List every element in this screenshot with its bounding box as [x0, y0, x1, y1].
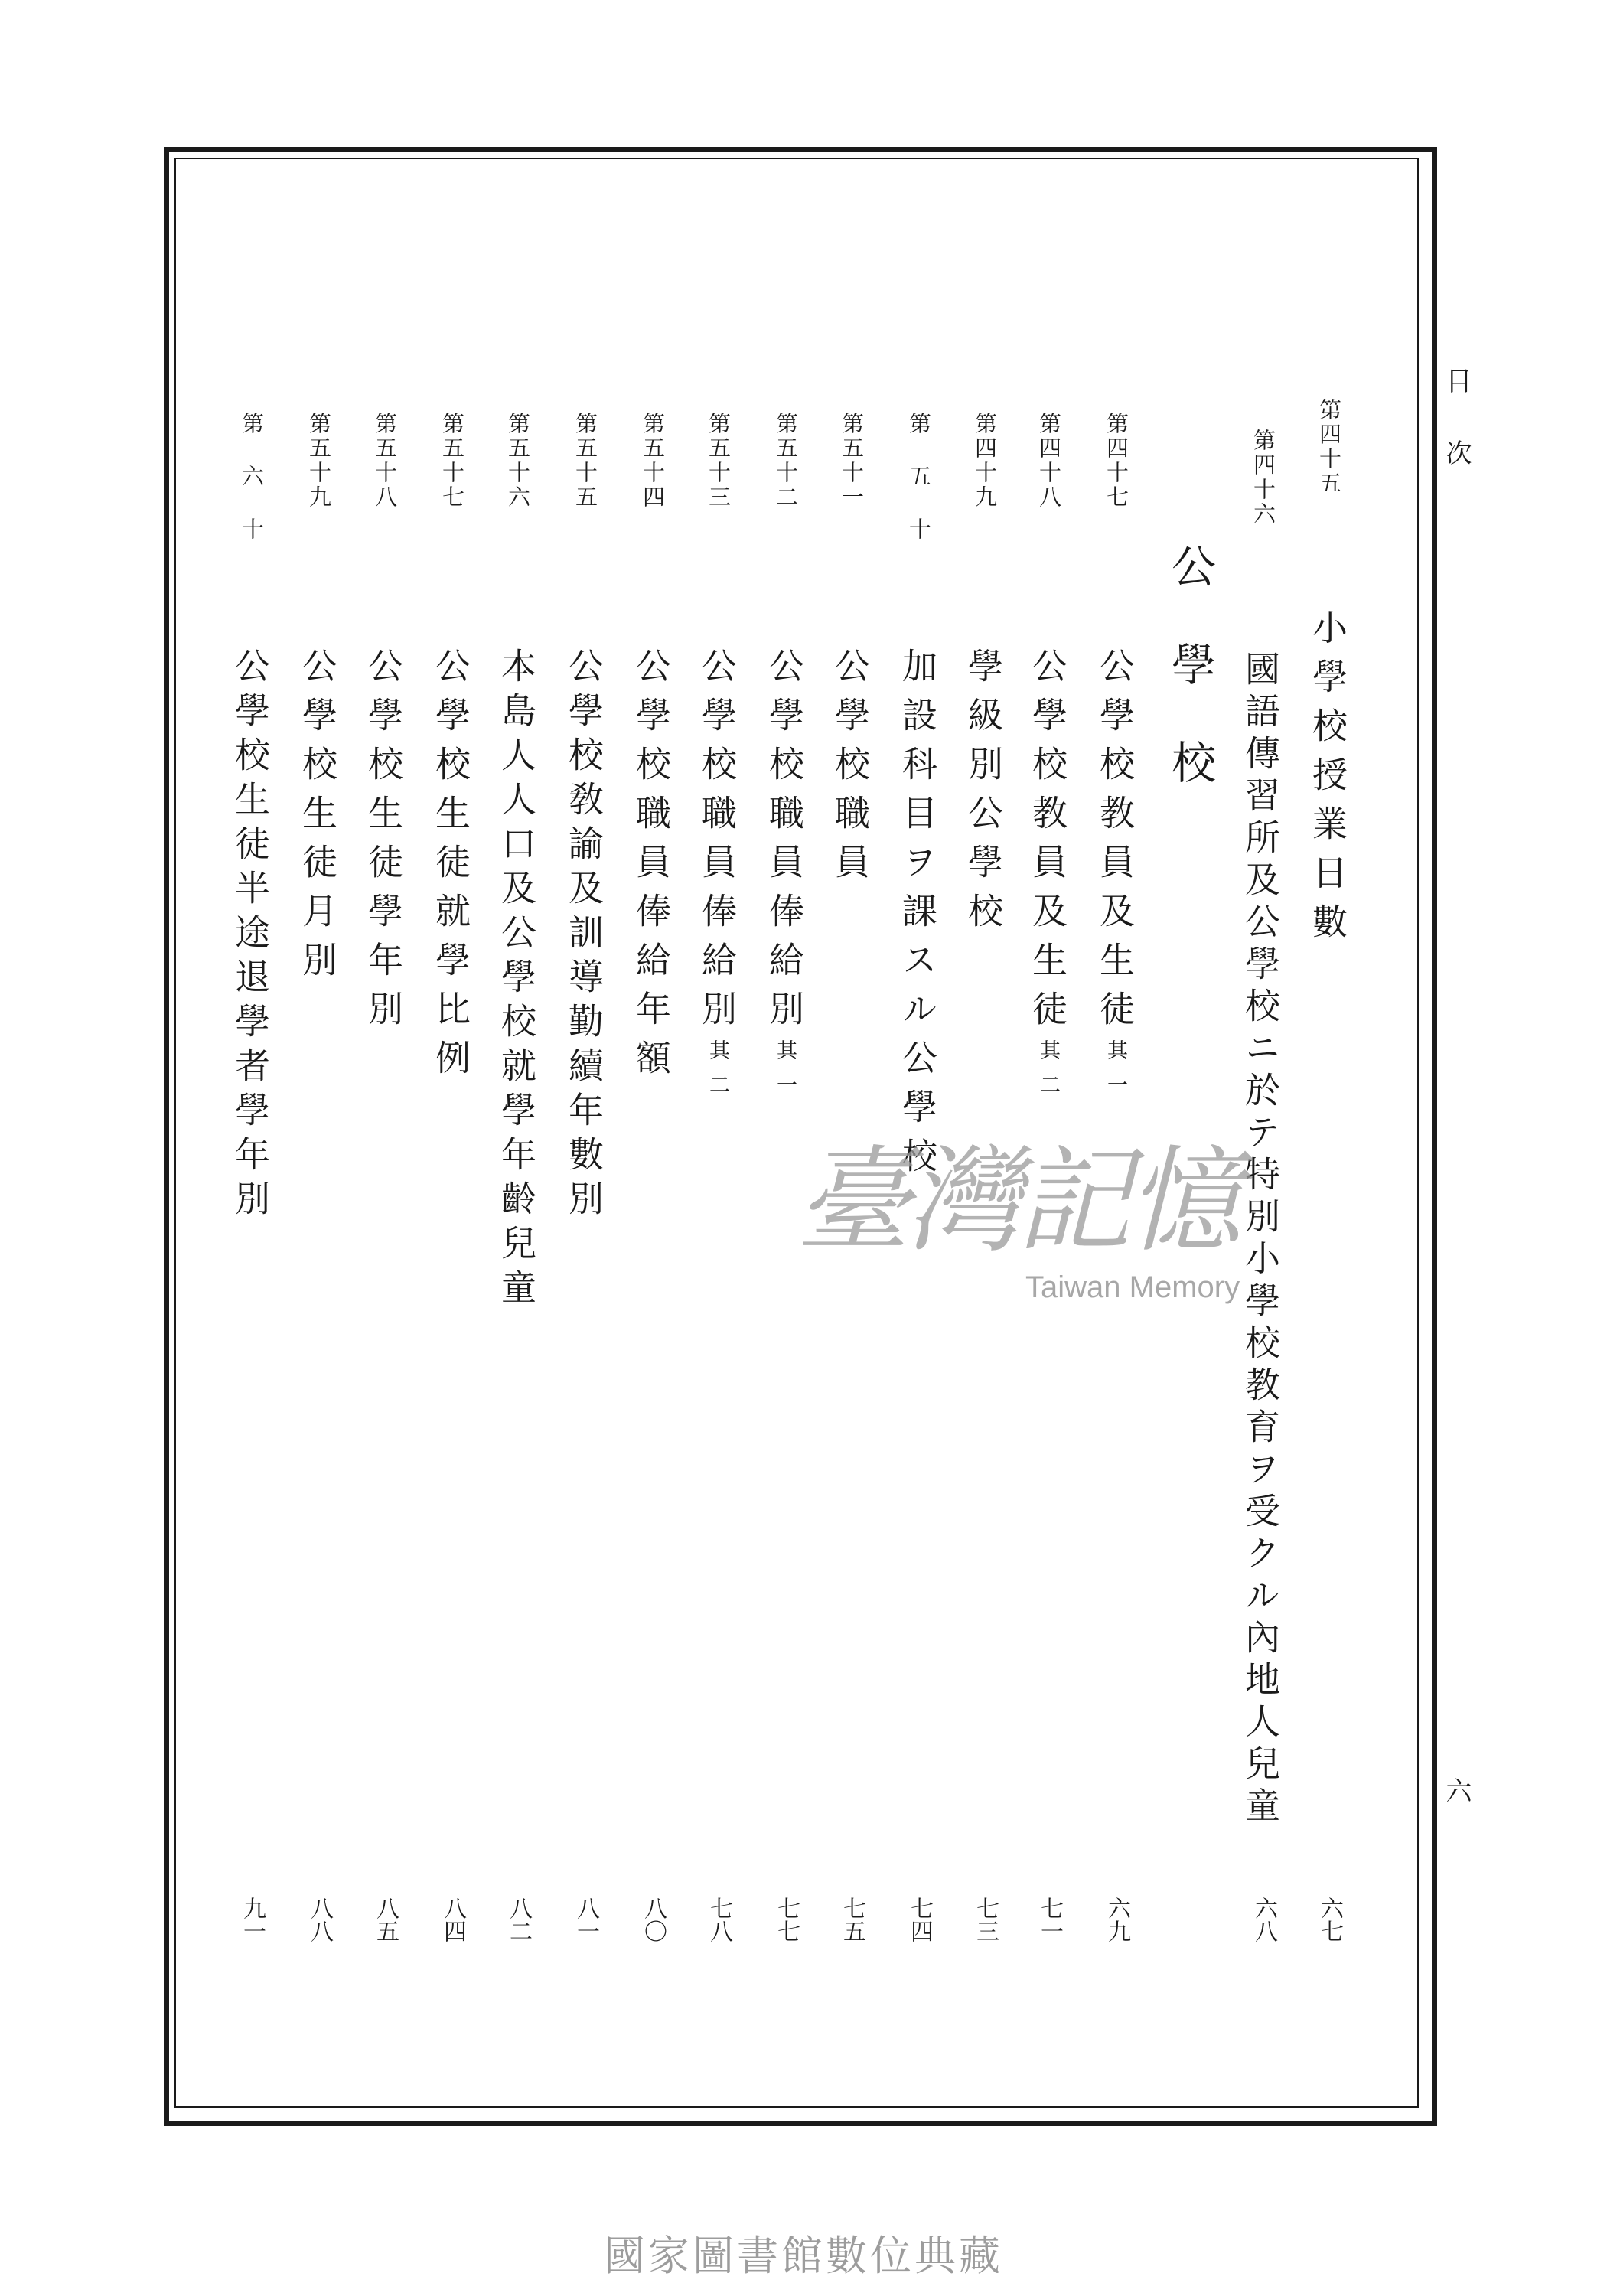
entry-note: 其二 — [706, 1039, 729, 1108]
entry-page: 七七 — [773, 1896, 800, 1942]
watermark-chinese: 臺灣記憶 — [796, 1135, 1237, 1268]
entry-page: 八一 — [572, 1896, 599, 1942]
entry-title: 公學校教員及生徒其一 — [1094, 647, 1136, 1108]
entry-title: 加設科目ヲ課スル公學校 — [897, 647, 938, 1186]
footer-archive-label: 國家圖書館數位典藏 — [604, 2232, 1003, 2280]
entry-number: 第四十九 — [972, 412, 998, 510]
entry-title: 公學校職員俸給年額 — [631, 647, 672, 1088]
running-head-title: 目次 — [1441, 367, 1472, 511]
entry-title: 公學校生徒半途退學者學年別 — [230, 647, 271, 1225]
entry-note: 其二 — [1036, 1039, 1060, 1108]
entry-number: 第五十 — [906, 412, 932, 570]
entry-page: 七四 — [906, 1896, 933, 1942]
entry-page: 七五 — [839, 1896, 865, 1942]
entry-title: 本島人人口及公學校就學年齡兒童 — [496, 647, 537, 1313]
entry-number: 第五十五 — [572, 412, 598, 510]
watermark-english: Taiwan Memory — [1025, 1270, 1240, 1304]
entry-page: 七八 — [706, 1896, 732, 1942]
entry-title: 公學校職員俸給別其二 — [696, 647, 738, 1108]
watermark-logo — [796, 1135, 1270, 1320]
entry-number: 第四十六 — [1250, 429, 1276, 527]
entry-page: 八〇 — [640, 1896, 667, 1942]
entry-number: 第五十三 — [706, 412, 732, 510]
entry-number: 第五十六 — [505, 412, 531, 510]
entry-title: 公學校敎諭及訓導勤續年數別 — [563, 647, 605, 1225]
entry-page: 九一 — [239, 1896, 266, 1942]
entry-number: 第五十一 — [839, 412, 865, 510]
running-page-number: 六 — [1441, 1777, 1472, 1803]
entry-number: 第五十二 — [773, 412, 799, 510]
entry-note: 其一 — [773, 1039, 797, 1108]
entry-title: 學級別公學校 — [963, 647, 1004, 941]
entry-number: 第四十七 — [1103, 412, 1129, 510]
section-heading: 公學校 — [1164, 543, 1216, 837]
entry-title: 公學校教員及生徒其二 — [1027, 647, 1068, 1108]
entry-page: 六八 — [1250, 1896, 1277, 1942]
entry-number: 第四十八 — [1036, 412, 1062, 510]
entry-page: 六九 — [1103, 1896, 1130, 1942]
entry-number: 第五十七 — [439, 412, 465, 510]
entry-title: 公學校職員俸給別其一 — [764, 647, 805, 1108]
entry-title: 國語傳習所及公學校ニ於テ特別小學校教育ヲ受クル內地人兒童 — [1240, 651, 1281, 1829]
entry-title: 公學校職員 — [830, 647, 871, 892]
entry-page: 八五 — [372, 1896, 399, 1942]
entry-number: 第五十四 — [640, 412, 666, 510]
entry-title: 公學校生徒就學比例 — [430, 647, 471, 1088]
entry-page: 六七 — [1316, 1896, 1343, 1942]
entry-page: 八二 — [505, 1896, 532, 1942]
entry-note: 其一 — [1103, 1039, 1127, 1108]
entry-number: 第四十五 — [1316, 398, 1342, 496]
entry-page: 七三 — [972, 1896, 999, 1942]
entry-number: 第五十八 — [372, 412, 398, 510]
entry-title: 小學校授業日數 — [1307, 609, 1348, 952]
entry-number: 第五十九 — [306, 412, 332, 510]
entry-page: 七一 — [1036, 1896, 1063, 1942]
entry-page: 八八 — [306, 1896, 333, 1942]
entry-title: 公學校生徒學年別 — [363, 647, 404, 1039]
entry-title: 公學校生徒月別 — [297, 647, 338, 990]
entry-number: 第六十 — [239, 412, 265, 570]
entry-page: 八四 — [439, 1896, 466, 1942]
